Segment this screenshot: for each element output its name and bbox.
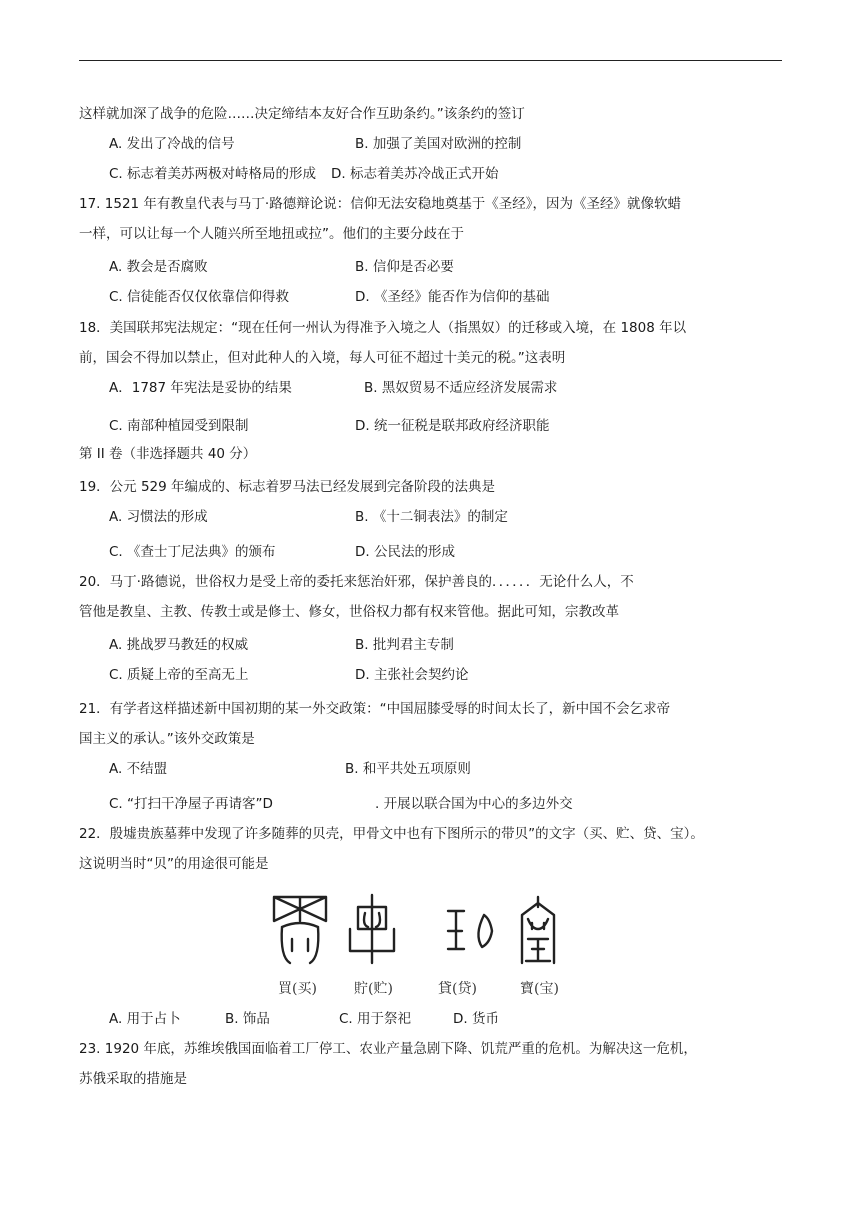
- q21-option-c: C. “打扫干净屋子再请客”D: [109, 796, 273, 812]
- section-heading: 第 II 卷（非选择题共 40 分）: [79, 446, 257, 462]
- q20-option-d: D. 主张社会契约论: [355, 667, 469, 683]
- q19-option-d: D. 公民法的形成: [355, 544, 455, 560]
- question-18-stem-line2: 前，国会不得加以禁止，但对此种人的入境，每人可征不超过十美元的税。”这表明: [79, 350, 566, 366]
- figure-caption-2: 貯(贮): [354, 981, 393, 997]
- question-18-stem-line1: 18．美国联邦宪法规定：“现在任何一州认为得准予入境之人（指黑奴）的迁移或入境，在 1808 年以: [79, 320, 687, 336]
- q22-option-a: A. 用于占卜: [109, 1011, 181, 1027]
- q22-option-c: C. 用于祭祀: [339, 1011, 412, 1027]
- question-22-stem-line1: 22．殷墟贵族墓葬中发现了许多随葬的贝壳，甲骨文中也有下图所示的带贝”的文字（买、贮、贷、宝）。: [79, 826, 704, 842]
- q17-option-b: B. 信仰是否必要: [355, 259, 454, 275]
- q17-option-c: C. 信徒能否仅仅依靠信仰得救: [109, 289, 290, 305]
- q16-option-d: D. 标志着美苏冷战正式开始: [331, 166, 499, 182]
- question-21-stem-line2: 国主义的承认。”该外交政策是: [79, 731, 255, 747]
- q20-option-a: A. 挑战罗马教廷的权威: [109, 637, 249, 653]
- q18-option-a: A．1787 年宪法是妥协的结果: [109, 380, 292, 396]
- glyph-mai: [274, 897, 326, 963]
- question-22-stem-line2: 这说明当时“贝”的用途很可能是: [79, 856, 269, 872]
- question-23-stem-line1: 23. 1920 年底，苏维埃俄国面临着工厂停工、农业产量急剧下降、饥荒严重的危机。为解决这一危机，: [79, 1041, 697, 1057]
- q17-option-a: A. 教会是否腐败: [109, 259, 208, 275]
- q22-option-b: B. 饰品: [225, 1011, 270, 1027]
- q18-option-d: D. 统一征税是联邦政府经济职能: [355, 418, 550, 434]
- figure-caption-3: 貸(贷): [438, 981, 477, 997]
- q19-option-b: B. 《十二铜表法》的制定: [355, 509, 508, 525]
- q16-option-b: B. 加强了美国对欧洲的控制: [355, 136, 522, 152]
- glyph-dai: [448, 911, 492, 949]
- oracle-bone-figure: [270, 889, 600, 999]
- q19-option-a: A. 习惯法的形成: [109, 509, 208, 525]
- glyph-zhu: [350, 895, 394, 963]
- q20-option-b: B. 批判君主专制: [355, 637, 454, 653]
- q20-option-c: C. 质疑上帝的至高无上: [109, 667, 249, 683]
- q16-option-c: C. 标志着美苏两极对峙格局的形成: [109, 166, 317, 182]
- question-21-stem-line1: 21．有学者这样描述新中国初期的某一外交政策：“中国屈膝受辱的时间太长了，新中国不会乞求帝: [79, 701, 671, 717]
- q16-option-a: A. 发出了冷战的信号: [109, 136, 235, 152]
- question-19-stem: 19．公元 529 年编成的、标志着罗马法已经发展到完备阶段的法典是: [79, 479, 496, 495]
- q18-option-b: B. 黑奴贸易不适应经济发展需求: [364, 380, 558, 396]
- question-16-stem-fragment: 这样就加深了战争的危险……决定缔结本友好合作互助条约。”该条约的签订: [79, 106, 525, 122]
- q21-option-b: B. 和平共处五项原则: [345, 761, 471, 777]
- q21-option-a: A. 不结盟: [109, 761, 168, 777]
- header-rule: [79, 60, 782, 61]
- question-17-stem-line2: 一样，可以让每一个人随兴所至地扭或拉”。他们的主要分歧在于: [79, 226, 464, 242]
- q19-option-c: C. 《查士丁尼法典》的颁布: [109, 544, 276, 560]
- q18-option-c: C. 南部种植园受到限制: [109, 418, 249, 434]
- figure-caption-4: 寶(宝): [520, 981, 559, 997]
- figure-caption-1: 買(买): [278, 981, 317, 997]
- question-23-stem-line2: 苏俄采取的措施是: [79, 1071, 187, 1087]
- question-20-stem-line2: 管他是教皇、主教、传教士或是修士、修女，世俗权力都有权来管他。据此可知，宗教改革: [79, 604, 619, 620]
- glyph-bao: [522, 897, 554, 963]
- q22-option-d: D. 货币: [453, 1011, 499, 1027]
- question-17-stem-line1: 17. 1521 年有教皇代表与马丁·路德辩论说：信仰无法安稳地奠基于《圣经》，因为《圣经》就像软蜡: [79, 196, 681, 212]
- question-20-stem-line1: 20．马丁·路德说，世俗权力是受上帝的委托来惩治奸邪，保护善良的．．．．．．无论什么人，不: [79, 574, 634, 590]
- q21-option-d: . 开展以联合国为中心的多边外交: [375, 796, 573, 812]
- q17-option-d: D. 《圣经》能否作为信仰的基础: [355, 289, 550, 305]
